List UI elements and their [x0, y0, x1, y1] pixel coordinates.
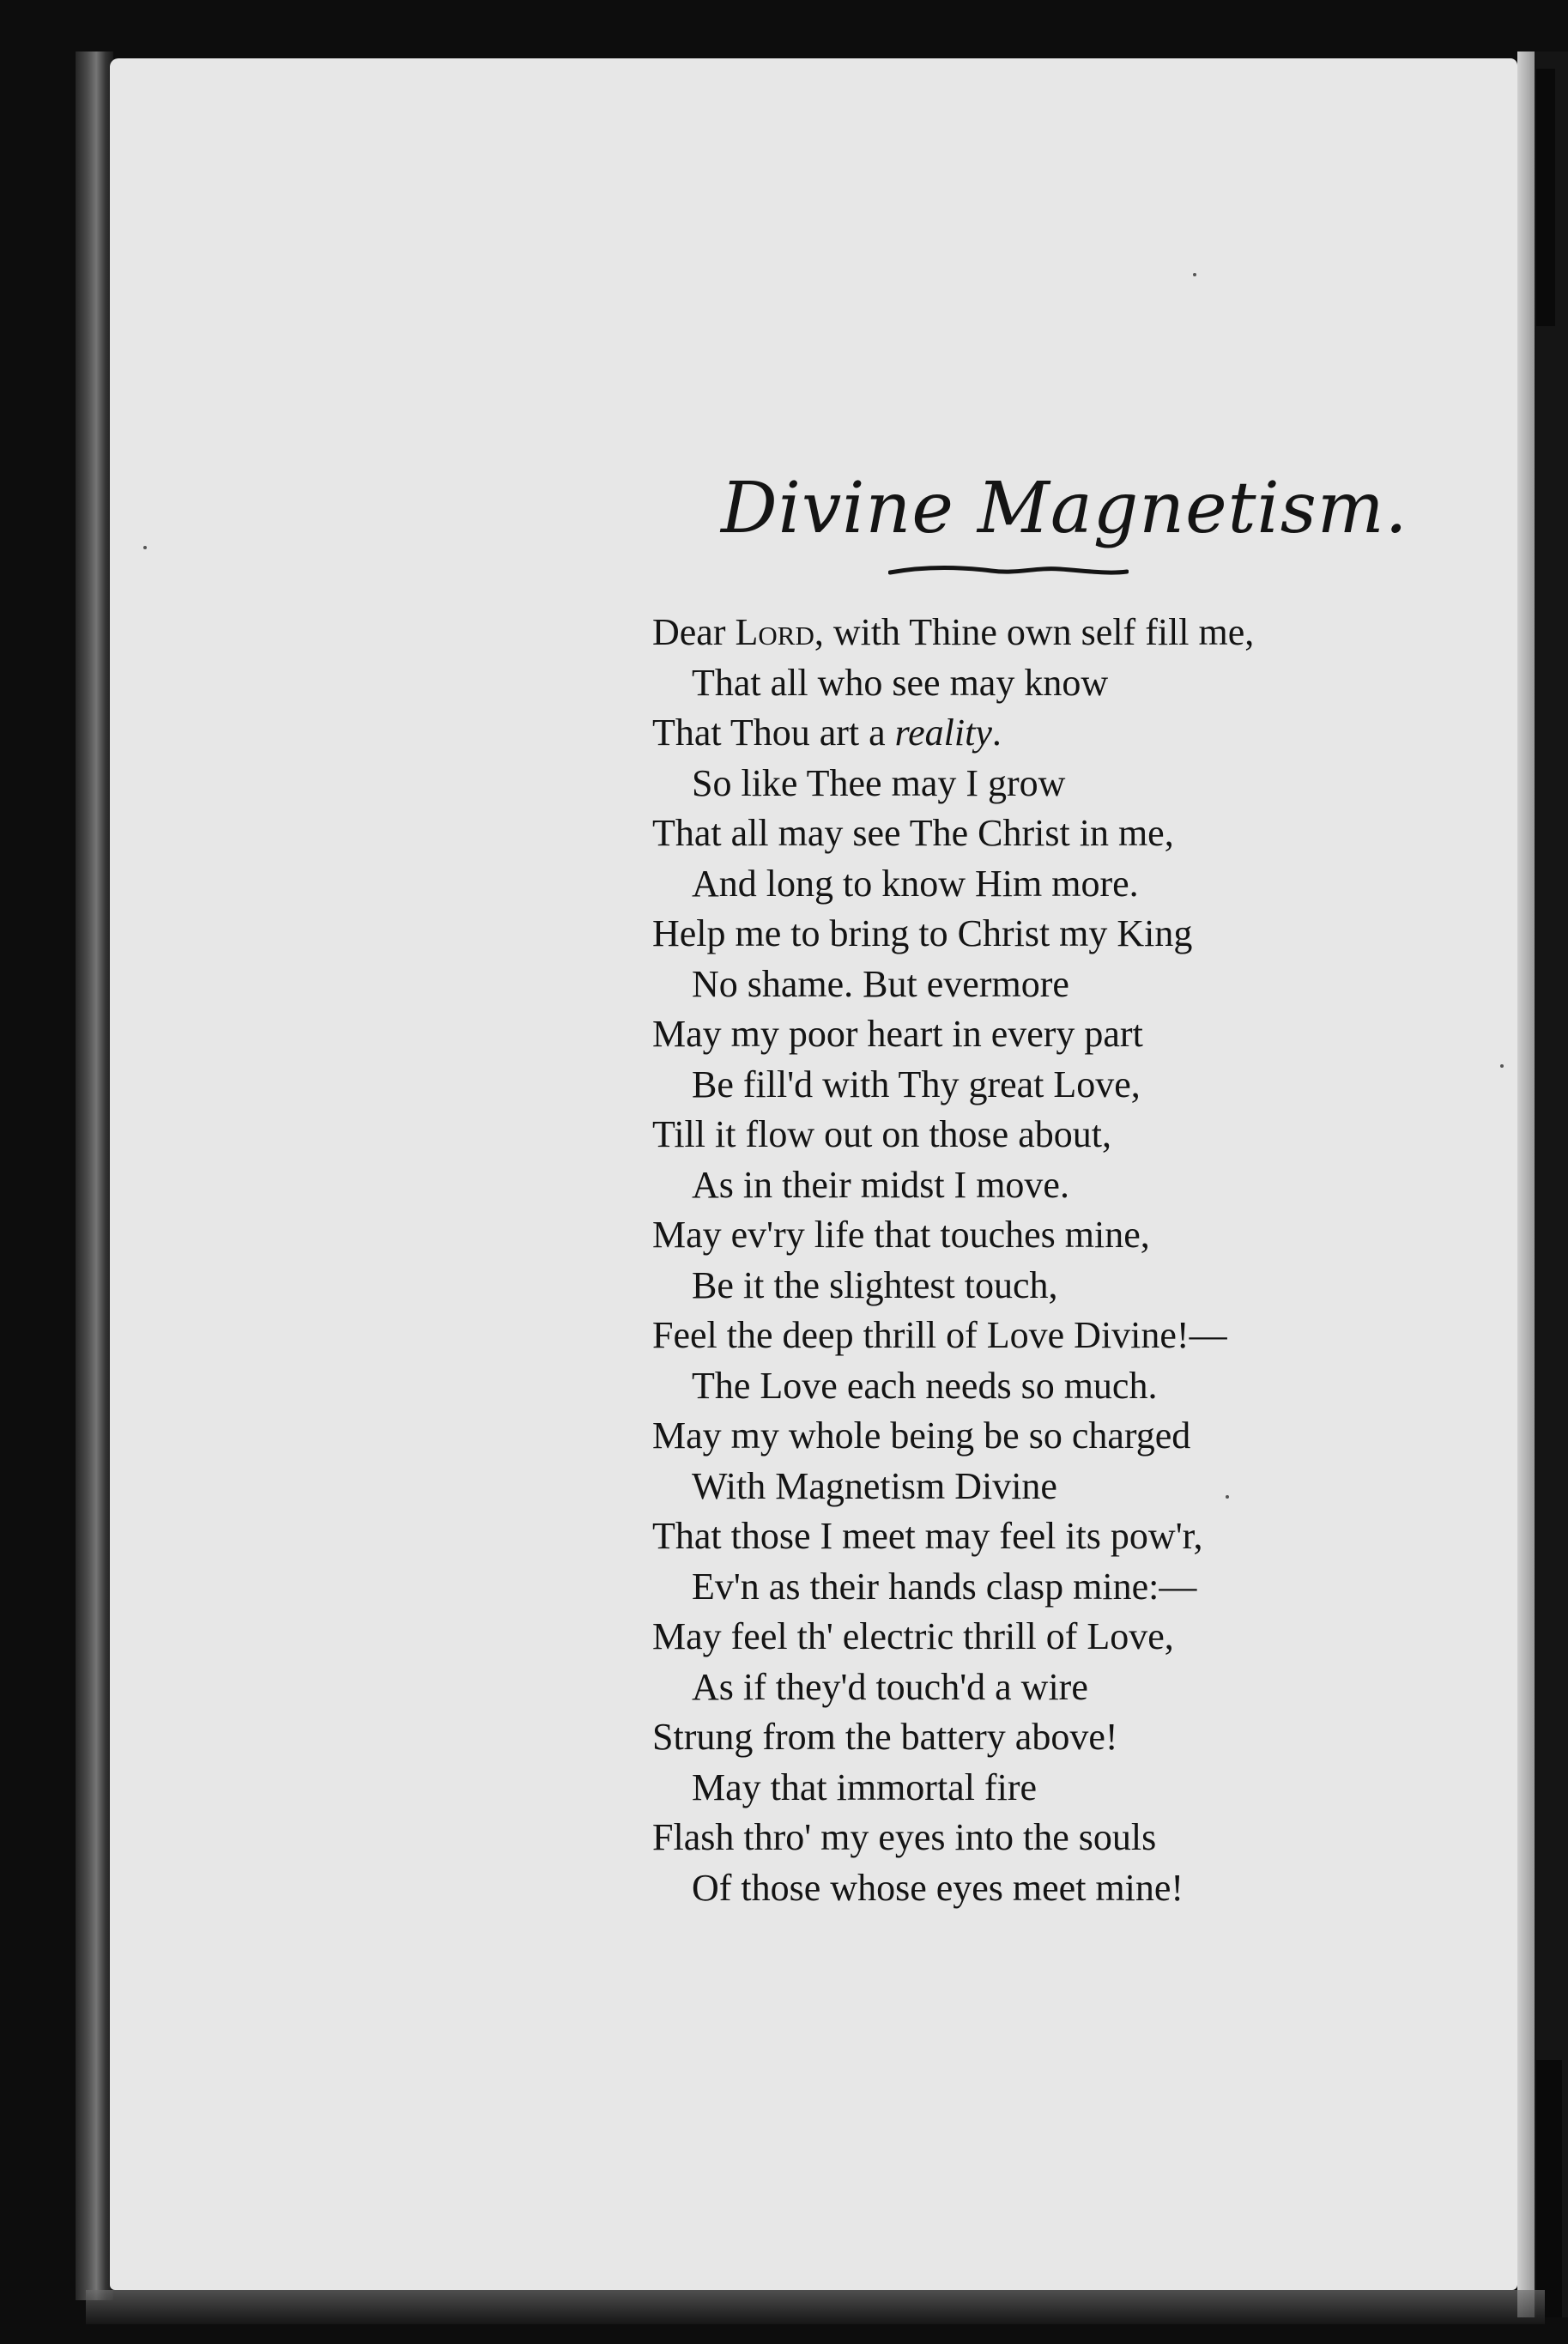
poem-line-text: That Thou art a: [652, 712, 895, 754]
poem-line-text: Dear: [652, 611, 736, 653]
dust-speck: [1500, 1064, 1504, 1068]
poem-line: The Love each needs so much.: [692, 1364, 1158, 1407]
poem-line: Be fill'd with Thy great Love,: [692, 1063, 1141, 1105]
poem-line-smallcaps: Lord: [735, 611, 814, 653]
page-stack-edge: [1517, 51, 1535, 2317]
poem-line-text: , with Thine own self fill me,: [814, 611, 1255, 653]
poem-line: That all may see The Christ in me,: [652, 812, 1174, 854]
poem-line-text: .: [991, 712, 1002, 754]
poem-line: Feel the deep thrill of Love Divine!—: [652, 1314, 1227, 1356]
title-ornament: [888, 565, 1129, 578]
poem-line: No shame. But evermore: [692, 962, 1069, 1005]
dust-speck: [143, 546, 147, 549]
poem-line: Be it the slightest touch,: [692, 1263, 1058, 1306]
poem-line: That those I meet may feel its pow'r,: [652, 1515, 1203, 1557]
poem-line: So like Thee may I grow: [692, 761, 1066, 804]
dust-speck: [1193, 273, 1196, 276]
poem-line: May that immortal fire: [692, 1766, 1037, 1808]
poem-line: As if they'd touch'd a wire: [692, 1665, 1088, 1708]
poem-line-italic: reality: [894, 712, 992, 754]
poem-line: [652, 708, 1425, 759]
poem-line: That all who see may know: [692, 661, 1109, 704]
poem-line: As in their midst I move.: [692, 1163, 1069, 1206]
poem-line: Flash thro' my eyes into the souls: [652, 1816, 1157, 1858]
poem-line: [652, 608, 1425, 658]
poem-line: Ev'n as their hands clasp mine:—: [692, 1565, 1197, 1608]
poem-line: May my whole being be so charged: [652, 1414, 1191, 1457]
poem-line: Strung from the battery above!: [652, 1716, 1118, 1758]
poem-line: May ev'ry life that touches mine,: [652, 1214, 1150, 1256]
poem-body: [652, 608, 1425, 1913]
poem-line: Till it flow out on those about,: [652, 1113, 1111, 1155]
right-page-edge: [1517, 51, 1568, 2317]
poem-title: Divine Magnetism.: [721, 468, 1408, 549]
poem-line: With Magnetism Divine: [692, 1464, 1057, 1507]
bottom-page-edge: [86, 2290, 1545, 2324]
scan-mark-top: [1536, 69, 1555, 326]
poem-line: May my poor heart in every part: [652, 1013, 1143, 1055]
scan-mark-bottom: [1536, 2060, 1562, 2317]
poem-line: Help me to bring to Christ my King: [652, 912, 1193, 954]
book-spine-edge: [76, 51, 113, 2300]
poem-line: Of those whose eyes meet mine!: [692, 1866, 1184, 1909]
poem-line: May feel th' electric thrill of Love,: [652, 1615, 1174, 1657]
poem-line: And long to know Him more.: [692, 862, 1139, 905]
